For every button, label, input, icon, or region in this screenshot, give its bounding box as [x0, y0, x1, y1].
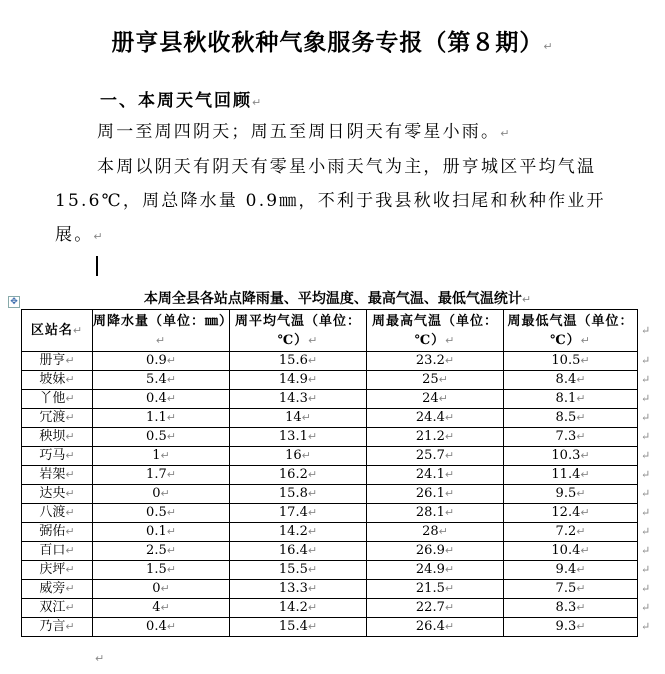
- cell-text: 弼佑: [39, 524, 66, 539]
- cell-mark-icon: ↵: [65, 620, 75, 633]
- cell-text: 15.4: [278, 619, 308, 634]
- cell-mark-icon: ↵: [307, 601, 318, 614]
- cell-text: 册亨: [39, 353, 66, 368]
- column-header-text: 周平均气温（单位：℃）: [234, 313, 361, 348]
- cell-text: 8.1: [555, 391, 577, 406]
- cell-text: 乃言: [39, 619, 66, 634]
- column-header: [367, 310, 504, 352]
- cell-text: 9.5: [555, 486, 577, 501]
- cell-mark-icon: ↵: [65, 392, 75, 405]
- station-name-cell[interactable]: [22, 618, 93, 637]
- cell-text: 7.3: [555, 429, 577, 444]
- cell-mark-icon: ↵: [576, 620, 586, 633]
- cell-text: 28.1: [415, 505, 445, 520]
- cell-mark-icon: ↵: [166, 430, 176, 443]
- station-name-cell[interactable]: [22, 409, 93, 428]
- cell-text: 16: [285, 448, 302, 463]
- cell-mark-icon: ↵: [65, 411, 75, 424]
- value-cell[interactable]: [367, 523, 504, 542]
- row-end-mark-icon: ↵: [641, 411, 651, 424]
- cell-text: 冗渡: [39, 410, 66, 425]
- text-cursor[interactable]: [96, 256, 98, 276]
- value-cell[interactable]: [504, 580, 638, 599]
- cell-text: 12.4: [551, 505, 581, 520]
- cell-mark-icon: ↵: [576, 411, 586, 424]
- cell-text: 八渡: [39, 505, 66, 520]
- row-end-mark-icon: ↵: [641, 525, 651, 538]
- station-name-cell[interactable]: [22, 371, 93, 390]
- cell-mark-icon: ↵: [166, 411, 176, 424]
- cell-mark-icon: ↵: [308, 333, 319, 347]
- cell-text: 百口: [39, 543, 66, 558]
- cell-mark-icon: ↵: [160, 601, 170, 614]
- cell-mark-icon: ↵: [65, 430, 75, 443]
- station-name-cell[interactable]: [22, 580, 93, 599]
- cell-text: 24.1: [415, 467, 445, 482]
- cell-text: 21.5: [415, 581, 445, 596]
- cell-text: 24.9: [415, 562, 445, 577]
- cell-text: 1.7: [146, 467, 167, 482]
- cell-mark-icon: ↵: [166, 354, 176, 367]
- station-name-cell[interactable]: [22, 466, 93, 485]
- cell-mark-icon: ↵: [444, 582, 455, 595]
- section-heading: [100, 86, 263, 111]
- cell-mark-icon: ↵: [65, 544, 75, 557]
- row-end-mark-icon: ↵: [641, 544, 651, 557]
- value-cell[interactable]: [367, 390, 504, 409]
- cell-mark-icon: ↵: [576, 525, 586, 538]
- cell-text: 26.9: [415, 543, 445, 558]
- station-name-cell[interactable]: [22, 599, 93, 618]
- cell-mark-icon: ↵: [166, 392, 176, 405]
- cell-text: 14.2: [278, 524, 308, 539]
- cell-text: 岩架: [39, 467, 66, 482]
- cell-mark-icon: ↵: [444, 563, 455, 576]
- cell-mark-icon: ↵: [65, 354, 75, 367]
- cell-mark-icon: ↵: [301, 411, 311, 424]
- value-cell[interactable]: [93, 523, 230, 542]
- value-cell[interactable]: [230, 466, 367, 485]
- value-cell[interactable]: [504, 390, 638, 409]
- table-row: [22, 618, 638, 637]
- row-end-mark-icon: ↵: [641, 487, 651, 500]
- cell-mark-icon: ↵: [307, 392, 318, 405]
- row-end-mark-icon: ↵: [641, 449, 651, 462]
- cell-mark-icon: ↵: [65, 468, 75, 481]
- cell-text: 双江: [39, 600, 66, 615]
- value-cell[interactable]: [367, 371, 504, 390]
- value-cell[interactable]: [230, 504, 367, 523]
- cell-text: 13.3: [278, 581, 308, 596]
- cell-text: 巧马: [39, 448, 66, 463]
- cell-mark-icon: ↵: [444, 620, 455, 633]
- paragraph-mark-icon: ↵: [95, 652, 105, 665]
- cell-mark-icon: ↵: [307, 563, 318, 576]
- station-name-cell[interactable]: [22, 504, 93, 523]
- row-end-mark-icon: ↵: [641, 582, 651, 595]
- cell-text: 15.5: [278, 562, 308, 577]
- cell-mark-icon: ↵: [307, 544, 318, 557]
- value-cell[interactable]: [93, 352, 230, 371]
- table-row: [22, 371, 638, 390]
- table-row: [22, 523, 638, 542]
- value-cell[interactable]: [230, 390, 367, 409]
- cell-text: 25.7: [415, 448, 445, 463]
- paragraph-2-text: 本周以阴天有阴天有零星小雨天气为主，册亨城区平均气温 15.6℃，周总降水量 0.9㎜，不利于我县秋收扫尾和秋种作业开展。: [55, 157, 606, 245]
- cell-text: 2.5: [146, 543, 167, 558]
- row-end-mark-icon: ↵: [641, 620, 651, 633]
- cell-text: 达央: [39, 486, 66, 501]
- station-name-cell[interactable]: [22, 447, 93, 466]
- cell-mark-icon: ↵: [580, 449, 590, 462]
- cell-mark-icon: ↵: [307, 468, 318, 481]
- table-caption: [0, 288, 665, 308]
- cell-text: 16.2: [278, 467, 308, 482]
- cell-text: 0.9: [146, 353, 167, 368]
- value-cell[interactable]: [504, 542, 638, 561]
- value-cell[interactable]: [93, 485, 230, 504]
- value-cell[interactable]: [230, 523, 367, 542]
- value-cell[interactable]: [504, 428, 638, 447]
- value-cell[interactable]: [93, 428, 230, 447]
- cell-mark-icon: ↵: [576, 373, 586, 386]
- cell-text: 14.2: [278, 600, 308, 615]
- value-cell[interactable]: [367, 580, 504, 599]
- row-end-mark-icon: ↵: [641, 323, 651, 337]
- column-header: [22, 310, 93, 352]
- cell-text: 15.6: [278, 353, 308, 368]
- table-row: [22, 542, 638, 561]
- cell-mark-icon: ↵: [444, 601, 455, 614]
- cell-text: 庆坪: [39, 562, 66, 577]
- value-cell[interactable]: [504, 447, 638, 466]
- table-row: [22, 485, 638, 504]
- cell-mark-icon: ↵: [307, 525, 318, 538]
- station-name-cell[interactable]: [22, 428, 93, 447]
- value-cell[interactable]: [504, 409, 638, 428]
- column-header: [93, 310, 234, 352]
- cell-mark-icon: ↵: [65, 582, 75, 595]
- station-name-cell[interactable]: [22, 390, 93, 409]
- value-cell[interactable]: [230, 409, 367, 428]
- table-row: [22, 447, 638, 466]
- value-cell[interactable]: [504, 504, 638, 523]
- table-caption-text: 本周全县各站点降雨量、平均温度、最高气温、最低气温统计: [143, 291, 522, 307]
- cell-text: 4: [152, 600, 161, 615]
- cell-mark-icon: ↵: [166, 525, 176, 538]
- table-row: [22, 352, 638, 371]
- cell-mark-icon: ↵: [160, 582, 170, 595]
- table-row: [22, 504, 638, 523]
- cell-mark-icon: ↵: [155, 333, 167, 347]
- cell-text: 9.3: [555, 619, 577, 634]
- cell-mark-icon: ↵: [166, 506, 176, 519]
- cell-mark-icon: ↵: [166, 620, 176, 633]
- paragraph-1: [97, 115, 512, 151]
- value-cell[interactable]: [367, 409, 504, 428]
- cell-mark-icon: ↵: [166, 373, 176, 386]
- value-cell[interactable]: [230, 352, 367, 371]
- cell-text: 28: [422, 524, 439, 539]
- cell-mark-icon: ↵: [580, 354, 590, 367]
- title-text: 册亨县秋收秋种气象服务专报（第８期）: [111, 29, 544, 56]
- value-cell[interactable]: [367, 561, 504, 580]
- cell-mark-icon: ↵: [580, 333, 591, 347]
- cell-mark-icon: ↵: [166, 563, 176, 576]
- paragraph-1-text: 周一至周四阴天；周五至周日阴天有零星小雨。: [97, 122, 501, 142]
- value-cell[interactable]: [504, 466, 638, 485]
- cell-text: 8.3: [555, 600, 577, 615]
- value-cell[interactable]: [367, 352, 504, 371]
- value-cell[interactable]: [93, 599, 230, 618]
- value-cell[interactable]: [93, 371, 230, 390]
- cell-mark-icon: ↵: [576, 563, 586, 576]
- cell-text: 26.1: [415, 486, 445, 501]
- cell-mark-icon: ↵: [444, 468, 455, 481]
- cell-mark-icon: ↵: [580, 506, 590, 519]
- value-cell[interactable]: [504, 523, 638, 542]
- cell-mark-icon: ↵: [580, 544, 590, 557]
- document-title: [0, 24, 665, 57]
- cell-text: 10.3: [551, 448, 581, 463]
- cell-text: 0.4: [146, 391, 167, 406]
- value-cell[interactable]: [93, 618, 230, 637]
- table-row: [22, 599, 638, 618]
- cell-mark-icon: ↵: [72, 324, 84, 337]
- cell-text: 8.4: [555, 372, 577, 387]
- cell-text: 1: [152, 448, 161, 463]
- cell-mark-icon: ↵: [576, 487, 586, 500]
- column-header: [230, 310, 367, 352]
- row-end-mark-icon: ↵: [641, 506, 651, 519]
- cell-mark-icon: ↵: [576, 582, 586, 595]
- cell-text: 22.7: [415, 600, 445, 615]
- value-cell[interactable]: [367, 504, 504, 523]
- cell-text: 10.5: [551, 353, 581, 368]
- table-move-handle-icon[interactable]: ✥: [8, 296, 20, 308]
- cell-mark-icon: ↵: [307, 430, 318, 443]
- value-cell[interactable]: [93, 466, 230, 485]
- cell-mark-icon: ↵: [307, 506, 318, 519]
- table-row: [22, 428, 638, 447]
- cell-text: 坡妹: [39, 372, 66, 387]
- cell-mark-icon: ↵: [65, 563, 75, 576]
- row-end-mark-icon: ↵: [641, 373, 651, 386]
- row-end-mark-icon: ↵: [641, 563, 651, 576]
- cell-text: 0.5: [146, 429, 167, 444]
- row-end-mark-icon: ↵: [641, 354, 651, 367]
- table-row: [22, 409, 638, 428]
- cell-mark-icon: ↵: [444, 544, 455, 557]
- paragraph-mark-icon: ↵: [252, 96, 264, 109]
- cell-text: 24.4: [415, 410, 445, 425]
- cell-text: 7.2: [555, 524, 577, 539]
- cell-mark-icon: ↵: [307, 582, 318, 595]
- table-row: [22, 580, 638, 599]
- cell-mark-icon: ↵: [438, 392, 448, 405]
- table-row: [22, 390, 638, 409]
- cell-text: 26.4: [415, 619, 445, 634]
- value-cell[interactable]: [504, 371, 638, 390]
- value-cell[interactable]: [93, 561, 230, 580]
- cell-mark-icon: ↵: [444, 354, 455, 367]
- cell-mark-icon: ↵: [166, 468, 176, 481]
- cell-text: 1.1: [146, 410, 167, 425]
- row-end-mark-icon: ↵: [641, 430, 651, 443]
- cell-mark-icon: ↵: [307, 354, 318, 367]
- cell-text: 21.2: [415, 429, 445, 444]
- cell-mark-icon: ↵: [438, 373, 448, 386]
- value-cell[interactable]: [367, 447, 504, 466]
- row-end-mark-icon: ↵: [641, 468, 651, 481]
- cell-text: 23.2: [415, 353, 445, 368]
- cell-mark-icon: ↵: [580, 468, 590, 481]
- station-name-cell[interactable]: [22, 523, 93, 542]
- cell-mark-icon: ↵: [444, 411, 455, 424]
- column-header-text: 区站名: [30, 323, 73, 338]
- cell-text: 24: [422, 391, 439, 406]
- value-cell[interactable]: [367, 618, 504, 637]
- value-cell[interactable]: [230, 599, 367, 618]
- paragraph-mark-icon: ↵: [93, 230, 105, 243]
- paragraph-2: [55, 150, 625, 254]
- station-name-cell[interactable]: [22, 542, 93, 561]
- paragraph-mark-icon: ↵: [500, 127, 512, 140]
- value-cell[interactable]: [93, 390, 230, 409]
- value-cell[interactable]: [504, 485, 638, 504]
- section-heading-text: 一、本周天气回顾: [100, 91, 252, 111]
- table-row: [22, 561, 638, 580]
- cell-mark-icon: ↵: [576, 601, 586, 614]
- cell-text: 0.1: [146, 524, 167, 539]
- cell-mark-icon: ↵: [301, 449, 311, 462]
- cell-mark-icon: ↵: [160, 487, 170, 500]
- cell-text: 5.4: [146, 372, 167, 387]
- cell-text: 丫他: [39, 391, 66, 406]
- cell-text: 0: [152, 486, 161, 501]
- paragraph-mark-icon: ↵: [521, 293, 532, 306]
- cell-text: 秧坝: [39, 429, 66, 444]
- cell-mark-icon: ↵: [438, 525, 448, 538]
- cell-text: 13.1: [278, 429, 308, 444]
- cell-mark-icon: ↵: [444, 487, 455, 500]
- value-cell[interactable]: [367, 542, 504, 561]
- cell-mark-icon: ↵: [444, 449, 455, 462]
- value-cell[interactable]: [230, 428, 367, 447]
- cell-mark-icon: ↵: [307, 487, 318, 500]
- value-cell[interactable]: [504, 561, 638, 580]
- cell-text: 14: [285, 410, 302, 425]
- column-header-text: 周最低气温（单位：℃）: [507, 313, 634, 348]
- value-cell[interactable]: [504, 352, 638, 371]
- value-cell[interactable]: [230, 561, 367, 580]
- cell-text: 1.5: [146, 562, 167, 577]
- cell-text: 0.4: [146, 619, 167, 634]
- cell-text: 威旁: [39, 581, 66, 596]
- station-name-cell[interactable]: [22, 485, 93, 504]
- value-cell[interactable]: [230, 485, 367, 504]
- cell-mark-icon: ↵: [307, 620, 318, 633]
- cell-mark-icon: ↵: [444, 506, 455, 519]
- station-name-cell[interactable]: [22, 561, 93, 580]
- paragraph-mark-icon: ↵: [543, 40, 554, 53]
- value-cell[interactable]: [93, 504, 230, 523]
- value-cell[interactable]: [230, 580, 367, 599]
- column-header: [504, 310, 638, 352]
- cell-text: 9.4: [555, 562, 577, 577]
- value-cell[interactable]: [230, 447, 367, 466]
- table-header-row: [22, 310, 638, 352]
- row-end-mark-icon: ↵: [641, 392, 651, 405]
- value-cell[interactable]: [230, 371, 367, 390]
- cell-mark-icon: ↵: [65, 373, 75, 386]
- value-cell[interactable]: [230, 542, 367, 561]
- cell-mark-icon: ↵: [65, 525, 75, 538]
- cell-mark-icon: ↵: [445, 333, 456, 347]
- cell-text: 8.5: [555, 410, 577, 425]
- value-cell[interactable]: [367, 466, 504, 485]
- cell-mark-icon: ↵: [65, 449, 75, 462]
- cell-text: 7.5: [555, 581, 577, 596]
- station-name-cell[interactable]: [22, 352, 93, 371]
- value-cell[interactable]: [230, 618, 367, 637]
- cell-text: 10.4: [551, 543, 581, 558]
- cell-mark-icon: ↵: [444, 430, 455, 443]
- value-cell[interactable]: [504, 599, 638, 618]
- value-cell[interactable]: [93, 447, 230, 466]
- cell-text: 11.4: [551, 467, 581, 482]
- row-end-mark-icon: ↵: [641, 601, 651, 614]
- cell-mark-icon: ↵: [65, 487, 75, 500]
- cell-text: 16.4: [278, 543, 308, 558]
- value-cell[interactable]: [93, 542, 230, 561]
- column-header-text: 周最高气温（单位：℃）: [371, 313, 498, 348]
- value-cell[interactable]: [93, 580, 230, 599]
- cell-text: 17.4: [278, 505, 308, 520]
- value-cell[interactable]: [93, 409, 230, 428]
- cell-text: 14.9: [278, 372, 308, 387]
- cell-mark-icon: ↵: [65, 601, 75, 614]
- cell-mark-icon: ↵: [307, 373, 318, 386]
- value-cell[interactable]: [367, 599, 504, 618]
- column-header-text: 周降水量（单位：㎜）: [93, 313, 234, 329]
- cell-text: 14.3: [278, 391, 308, 406]
- cell-mark-icon: ↵: [166, 544, 176, 557]
- value-cell[interactable]: [367, 485, 504, 504]
- cell-text: 0: [152, 581, 161, 596]
- value-cell[interactable]: [504, 618, 638, 637]
- cell-mark-icon: ↵: [65, 506, 75, 519]
- cell-mark-icon: ↵: [160, 449, 170, 462]
- cell-text: 15.8: [278, 486, 308, 501]
- cell-text: 25: [422, 372, 439, 387]
- table-row: [22, 466, 638, 485]
- cell-mark-icon: ↵: [576, 430, 586, 443]
- cell-text: 0.5: [146, 505, 167, 520]
- value-cell[interactable]: [367, 428, 504, 447]
- cell-mark-icon: ↵: [576, 392, 586, 405]
- weather-stats-table: [21, 309, 638, 637]
